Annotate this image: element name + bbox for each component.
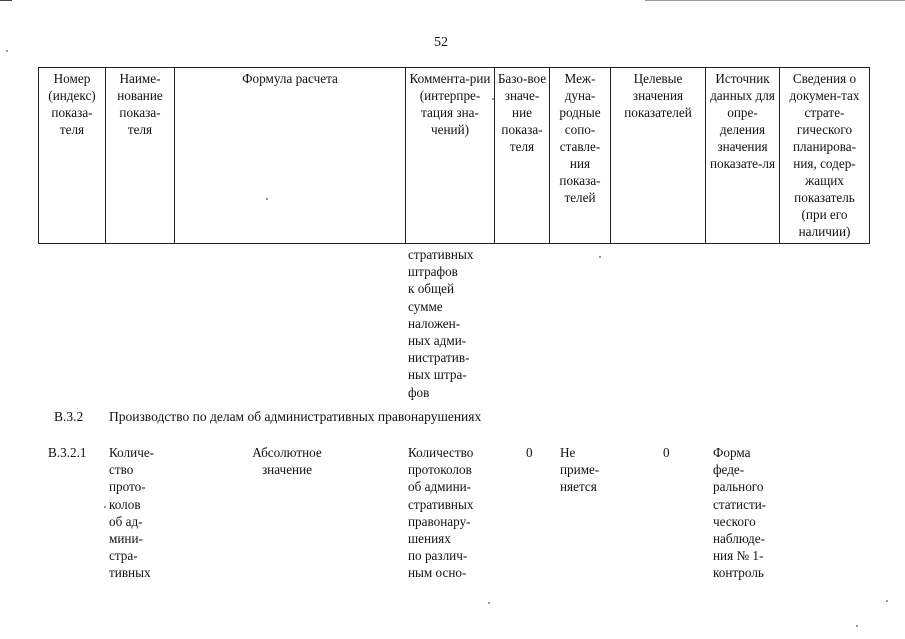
row-source	[713, 444, 787, 582]
text-line: тивных	[109, 565, 151, 581]
header-row	[39, 68, 870, 244]
text-line: фов	[408, 384, 430, 400]
scan-speck	[599, 256, 601, 258]
row-comment	[408, 444, 498, 582]
text-line: правонару-	[408, 513, 471, 529]
row-base-value: 0	[526, 445, 533, 460]
text-line: Абсолютное	[252, 445, 322, 460]
header-cell-international: Меж-дуна-родные сопо-ставле-ния показа-телей	[550, 68, 611, 244]
text-line: рального	[713, 479, 764, 495]
text-line: стративных	[408, 247, 474, 262]
row-formula	[227, 444, 347, 478]
text-line: ческого	[713, 513, 756, 529]
page-number: 52	[434, 35, 448, 50]
header-cell-formula: Формула расчета	[175, 68, 406, 244]
header-cell-strategic-docs: Сведения о докумен-тах страте-гического планирова-ния, содер-жащих показатель (при его наличии)	[780, 68, 870, 244]
text-line: Не	[560, 445, 576, 460]
text-line: ных адми-	[408, 333, 467, 349]
text-line: статисти-	[713, 496, 767, 512]
text-line: Форма	[713, 445, 751, 460]
row-international	[560, 444, 620, 496]
text-line: мини-	[109, 531, 143, 547]
text-line: прото-	[109, 479, 146, 495]
scan-speck	[492, 98, 494, 100]
comment-continuation	[408, 246, 498, 401]
scan-speck	[488, 602, 490, 604]
header-cell-source: Источник данных для опре-деления значения показате-ля	[706, 68, 780, 244]
header-cell-base-value: Базо-вое значе-ние показа-теля	[495, 68, 550, 244]
text-line: Количество	[408, 445, 474, 460]
text-line: по различ-	[408, 548, 468, 564]
text-line: штрафов	[408, 264, 458, 280]
text-line: наблюде-	[713, 531, 766, 547]
text-line: значение	[261, 462, 313, 478]
scan-speck	[266, 198, 268, 200]
text-line: приме-	[560, 462, 600, 478]
text-line: ным осно-	[408, 565, 467, 581]
text-line: протоколов	[408, 462, 472, 478]
section-title: Производство по делам об административных правонарушениях	[109, 409, 482, 424]
header-cell-comments: Коммента-рии (интерпре-тация зна-чений)	[406, 68, 495, 244]
row-target: 0	[663, 445, 670, 460]
header-cell-target: Целевые значения показателей	[611, 68, 706, 244]
scan-speck	[104, 506, 106, 508]
text-line: об админи-	[408, 479, 472, 495]
top-edge-mark	[645, 0, 905, 1]
text-line: Количе-	[109, 445, 155, 460]
text-line: ство	[109, 462, 134, 478]
section-number: В.3.2	[54, 409, 84, 424]
header-cell-name: Наиме-нование показа-теля	[106, 68, 175, 244]
text-line: стра-	[109, 548, 138, 564]
scan-speck	[6, 50, 8, 52]
text-line: контроль	[713, 565, 764, 581]
scan-speck	[886, 600, 888, 602]
text-line: сумме	[408, 298, 443, 314]
text-line: наложен-	[408, 315, 461, 331]
text-line: феде-	[713, 462, 745, 478]
text-line: стративных	[408, 496, 474, 512]
text-line: нистратив-	[408, 350, 470, 366]
row-name	[109, 444, 175, 582]
text-line: к общей	[408, 281, 455, 297]
row-index: В.3.2.1	[48, 445, 87, 460]
text-line: ния № 1-	[713, 548, 764, 564]
text-line: колов	[109, 496, 141, 512]
scan-speck	[856, 625, 858, 627]
text-line: ных штра-	[408, 367, 467, 383]
text-line: шениях	[408, 531, 451, 547]
text-line: об ад-	[109, 513, 143, 529]
text-line: няется	[560, 479, 597, 495]
header-cell-index: Номер (индекс) показа-теля	[39, 68, 106, 244]
table-header	[38, 67, 870, 244]
top-edge-mark	[0, 0, 12, 1]
